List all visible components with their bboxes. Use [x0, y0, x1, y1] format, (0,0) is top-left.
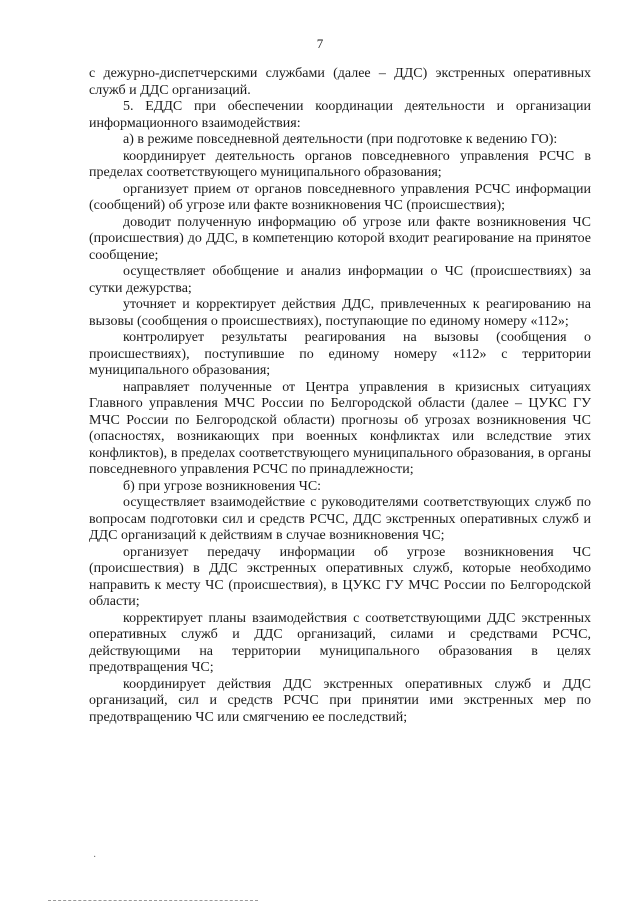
paragraph: доводит полученную информацию об угрозе или факте возникновения ЧС (происшествия) до ДДС, в компетенцию которой входит реагирование на принятое сообщение; [89, 214, 591, 263]
page-bottom-rule [48, 900, 258, 901]
paragraph: осуществляет обобщение и анализ информации о ЧС (происшествиях) за сутки дежурства; [89, 264, 591, 296]
page-number: 7 [316, 36, 324, 51]
paragraph: координирует действия ДДС экстренных оперативных служб и ДДС организаций, сил и средств РСЧС при принятии ими экстренных мер по предотвращению ЧС или смягчению ее последствий; [89, 676, 591, 725]
paragraph: 5. ЕДДС при обеспечении координации деятельности и организации информационного взаимодействия: [89, 99, 591, 131]
paragraph: корректирует планы взаимодействия с соответствующими ДДС экстренных оперативных служб и ДДС организаций, силами и средствами РСЧС, действующими на территории муниципального образования в целях предотвращения ЧС; [89, 610, 591, 675]
paragraph: организует передачу информации об угрозе возникновения ЧС (происшествия) в ДДС экстренных оперативных служб, которые необходимо направить к месту ЧС (происшествия), в ЦУКС ГУ МЧС России по Белгородской области; [89, 544, 591, 609]
paragraph: с дежурно-диспетчерскими службами (далее – ДДС) экстренных оперативных служб и ДДС организаций. [89, 66, 591, 98]
paragraph: направляет полученные от Центра управления в кризисных ситуациях Главного управления МЧС России по Белгородской области (далее – ЦУКС ГУ МЧС России по Белгородской области) прогнозы об угрозах возникновения ЧС (опасностях, возникающих при военных конфликтах или вследствие этих конфликтов), в пределах соответствующего муниципального образования, в органы повседневного управления РСЧС по принадлежности; [89, 379, 591, 477]
paragraph: б) при угрозе возникновения ЧС: [123, 478, 322, 494]
scan-artifact: · [93, 852, 97, 863]
paragraph: осуществляет взаимодействие с руководителями соответствующих служб по вопросам подготовки сил и средств РСЧС, ДДС экстренных оперативных служб и ДДС организаций к действиям в случае возникновения ЧС; [89, 495, 591, 543]
paragraph: уточняет и корректирует действия ДДС, привлеченных к реагированию на вызовы (сообщения о происшествиях), поступающие по единому номеру «112»; [89, 297, 591, 329]
document-body [89, 66, 591, 726]
paragraph: координирует деятельность органов повседневного управления РСЧС в пределах соответствующего муниципального образования; [89, 148, 591, 180]
paragraph: а) в режиме повседневной деятельности (при подготовке к ведению ГО): [123, 132, 558, 147]
paragraph: организует прием от органов повседневного управления РСЧС информации (сообщений) об угрозе или факте возникновения ЧС (происшествия); [89, 181, 591, 213]
paragraph: контролирует результаты реагирования на вызовы (сообщения о происшествиях), поступившие по единому номеру «112» с территории муниципального образования; [89, 330, 591, 378]
